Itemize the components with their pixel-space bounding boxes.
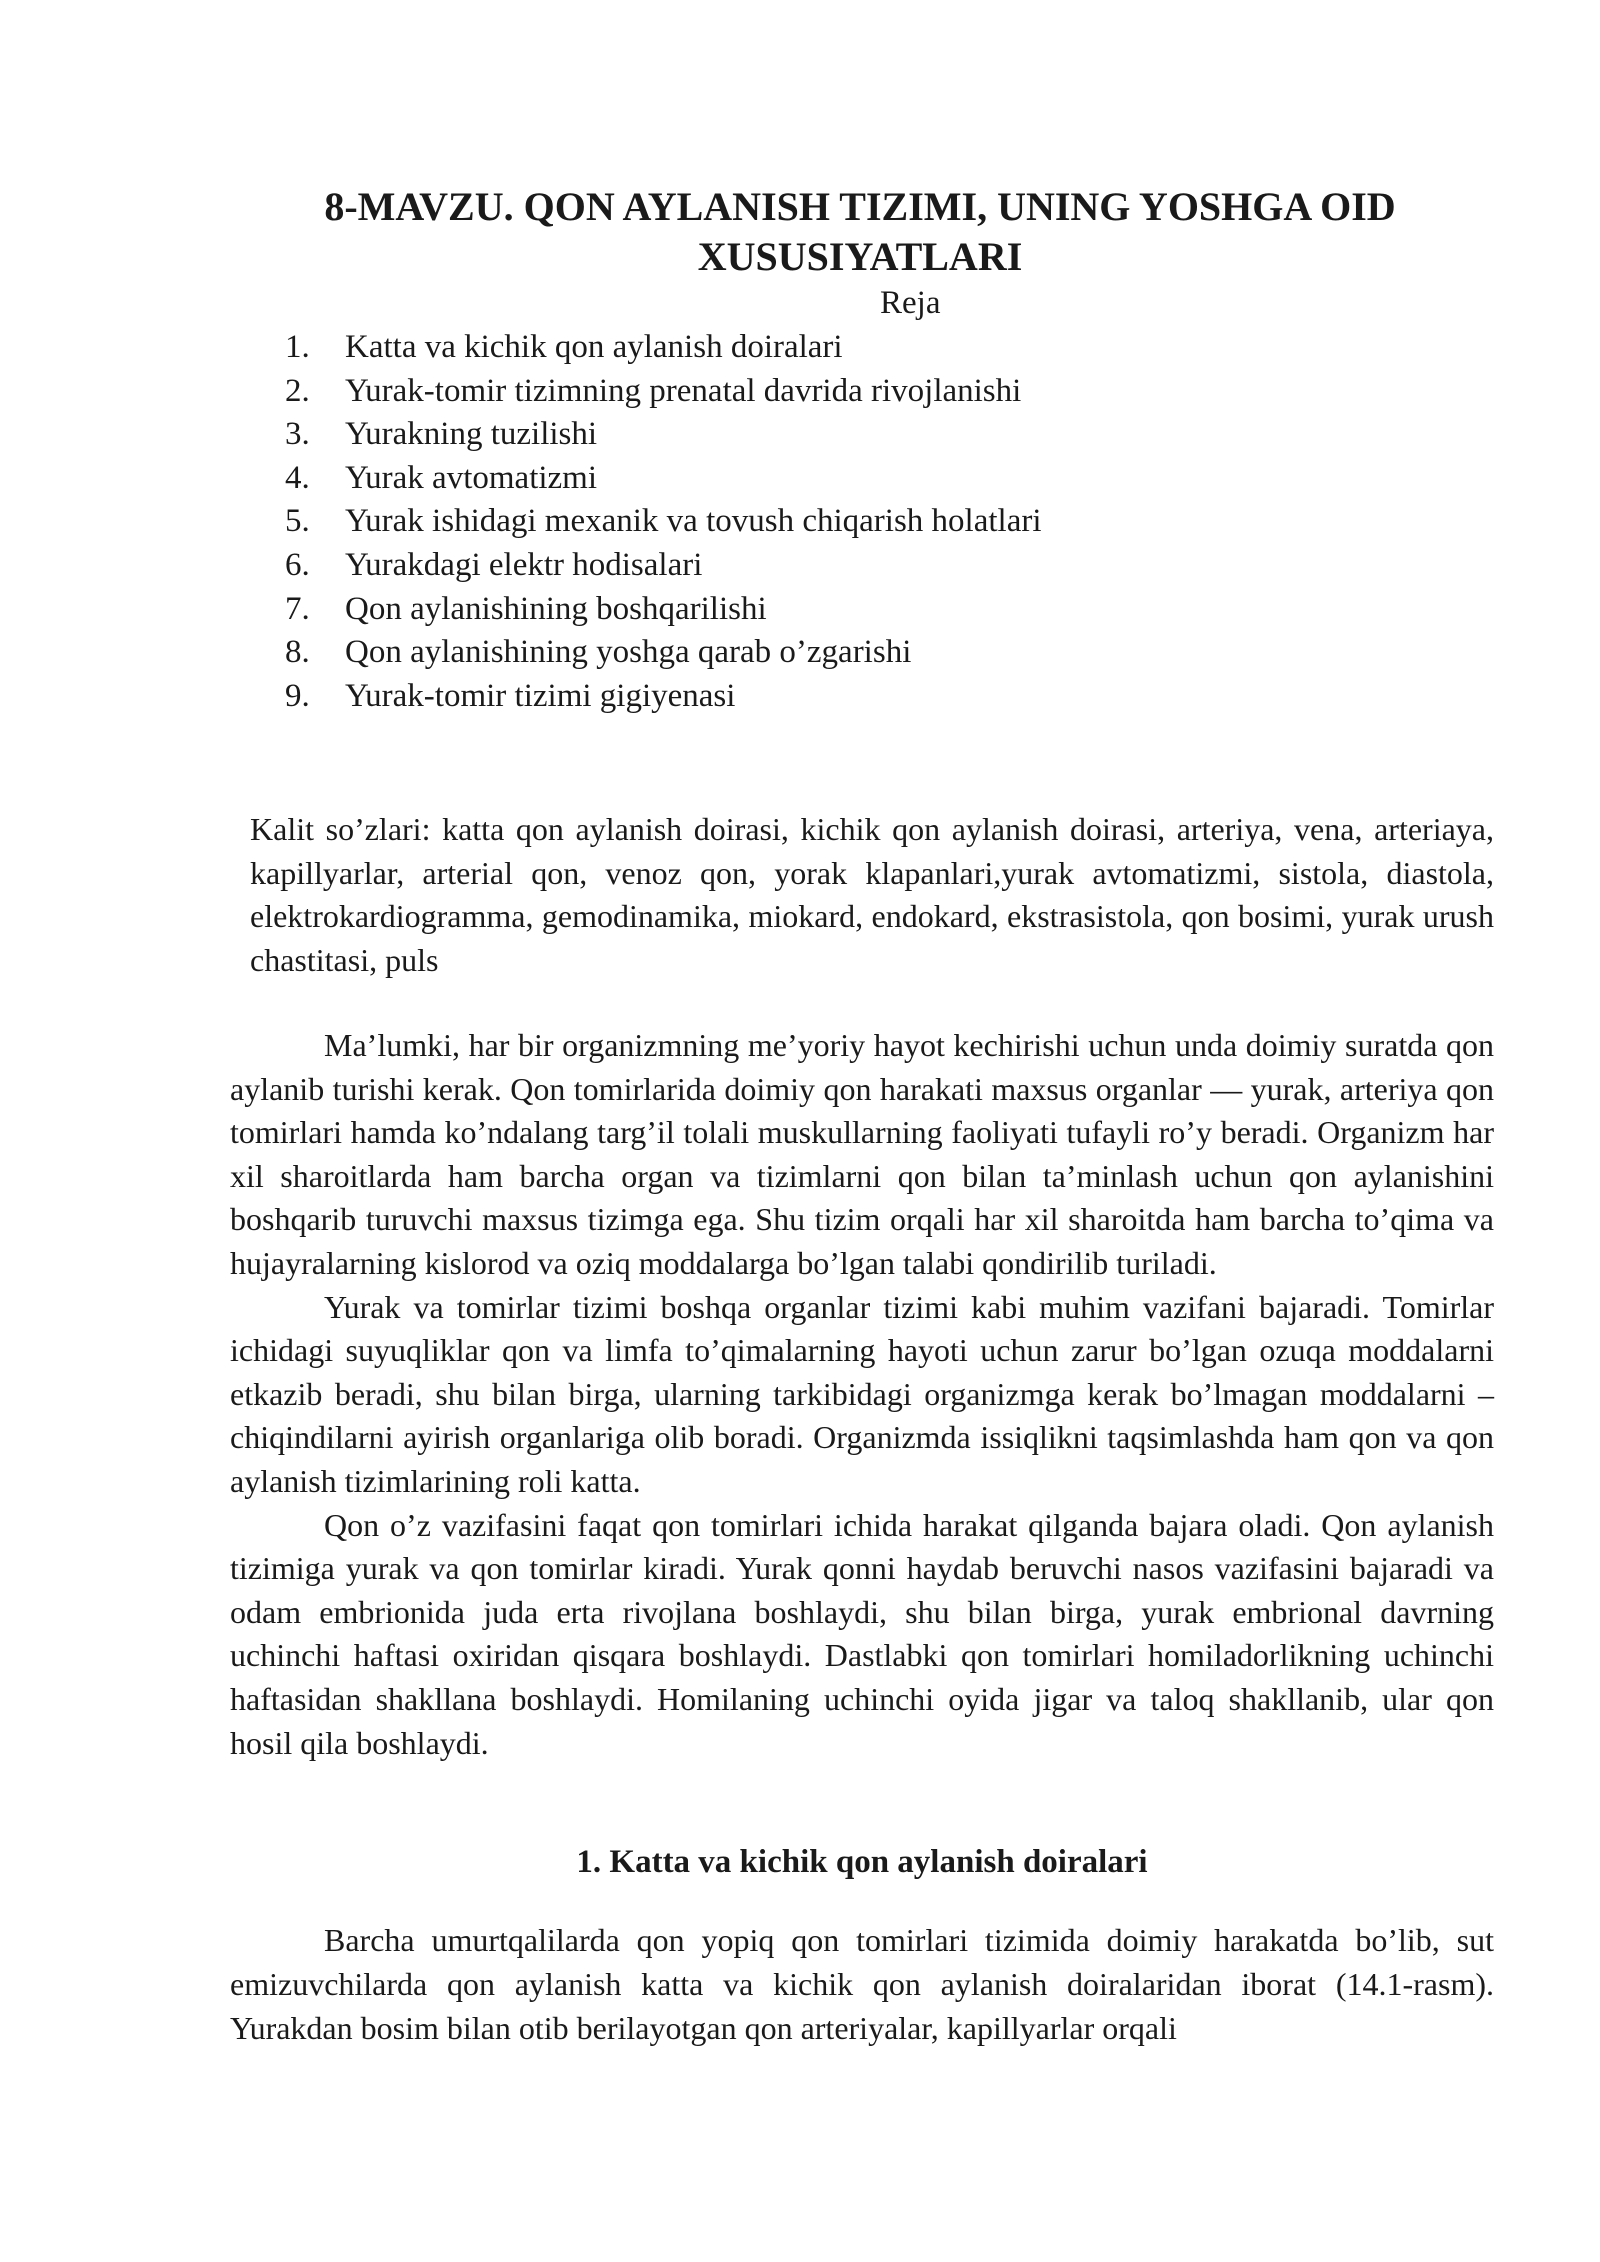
section-body xyxy=(230,1918,1494,2050)
plan-list xyxy=(285,326,1042,718)
plan-item-text: Yurak avtomatizmi xyxy=(345,459,598,496)
intro-body xyxy=(230,1024,1494,1765)
plan-item-number: 3. xyxy=(285,416,310,453)
plan-item xyxy=(285,631,1042,675)
plan-item xyxy=(285,370,1042,414)
plan-item-text: Yurakning tuzilishi xyxy=(345,416,598,453)
plan-item xyxy=(285,326,1042,370)
plan-item-text: Yurak-tomir tizimning prenatal davrida rivojlanishi xyxy=(345,372,1022,409)
plan-item-text: Katta va kichik qon aylanish doiralari xyxy=(345,329,843,365)
plan-heading: Reja xyxy=(880,285,941,321)
plan-item xyxy=(285,544,1042,588)
plan-item xyxy=(285,588,1042,632)
plan-item-number: 7. xyxy=(285,590,310,627)
document-title xyxy=(230,182,1490,282)
plan-item-text: Qon aylanishining yoshga qarab o’zgarishi xyxy=(345,634,912,671)
plan-item-text: Yurak-tomir tizimi gigiyenasi xyxy=(345,677,736,714)
body-paragraph: Qon o’z vazifasini faqat qon tomirlari ichida harakat qilganda bajara oladi. Qon aylanish tizimiga yurak va qon tomirlar kiradi. Yurak qonni haydab beruvchi nasos vazifasini bajaradi va odam embrionida juda erta rivojlana boshlaydi, shu bilan birga, yurak embrional davrning uchinchi haftasi oxiridan qisqara boshlaydi. Dastlabki qon tomirlari homiladorlikning uchinchi haftasidan shakllana boshlaydi. Homilaning uchinchi oyida jigar va taloq shakllanib, ular qon hosil qila boshlaydi. xyxy=(230,1506,1494,1761)
plan-item-number: 5. xyxy=(285,503,310,540)
keywords-paragraph: Kalit so’zlari: katta qon aylanish doirasi, kichik qon aylanish doirasi, arteriya, vena, arteriaya, kapillyarlar, arterial qon, venoz qon, yorak klapanlari,yurak avtomatizmi, sistola, diastola, elektrokardiogramma, gemodinamika, miokard, endokard, ekstrasistola, qon bosimi, yurak urush chastitasi, puls xyxy=(250,811,1494,978)
plan-item-text: Yurak ishidagi mexanik va tovush chiqarish holatlari xyxy=(345,503,1042,540)
plan-item xyxy=(285,675,1042,719)
title-line-2: XUSUSIYATLARI xyxy=(697,234,1023,279)
body-paragraph: Barcha umurtqalilarda qon yopiq qon tomirlari tizimida doimiy harakatda bo’lib, sut emizuvchilarda qon aylanish katta va kichik qon aylanish doiralaridan iborat (14.1-rasm). Yurakdan bosim bilan otib berilayotgan qon arteriyalar, kapillyarlar orqali xyxy=(230,1922,1494,2046)
plan-item-number: 9. xyxy=(285,677,310,714)
plan-item xyxy=(285,500,1042,544)
plan-item-number: 6. xyxy=(285,546,310,583)
plan-item-number: 1. xyxy=(285,329,310,365)
plan-item-text: Yurakdagi elektr hodisalari xyxy=(345,546,703,583)
plan-item-text: Qon aylanishining boshqarilishi xyxy=(345,590,767,627)
plan-item xyxy=(285,413,1042,457)
plan-item-number: 4. xyxy=(285,459,310,496)
plan-item xyxy=(285,457,1042,501)
plan-item-number: 2. xyxy=(285,372,310,409)
plan-item-number: 8. xyxy=(285,634,310,671)
section-heading: 1. Katta va kichik qon aylanish doiralari xyxy=(576,1844,1148,1880)
title-line-1: 8-MAVZU. QON AYLANISH TIZIMI, UNING YOSHGA OID xyxy=(324,184,1396,229)
body-paragraph: Ma’lumki, har bir organizmning me’yoriy hayot kechirishi uchun unda doimiy suratda qon aylanib turishi kerak. Qon tomirlarida doimiy qon harakati maxsus organlar — yurak, arteriya qon tomirlari hamda ko’ndalang targ’il tolali muskullarning faoliyati tufayli ro’y beradi. Organizm har xil sharoitlarda ham barcha organ va tizimlarni qon bilan ta’minlash uchun qon aylanishini boshqarib turuvchi maxsus tizimga ega. Shu tizim orqali har xil sharoitda ham barcha to’qima va hujayralarning kislorod va oziq moddalarga bo’lgan talabi qondirilib turiladi. xyxy=(230,1027,1494,1281)
body-paragraph: Yurak va tomirlar tizimi boshqa organlar tizimi kabi muhim vazifani bajaradi. Tomirlar ichidagi suyuqliklar qon va limfa to’qimalarning hayoti uchun zarur bo’lgan ozuqa moddalarni etkazib beradi, shu bilan birga, ularning tarkibidagi organizmga kerak bo’lmagan moddalarni – chiqindilarni ayirish organlariga olib boradi. Organizmda issiqlikni taqsimlashda ham qon va qon aylanish tizimlarining roli katta. xyxy=(230,1288,1494,1499)
